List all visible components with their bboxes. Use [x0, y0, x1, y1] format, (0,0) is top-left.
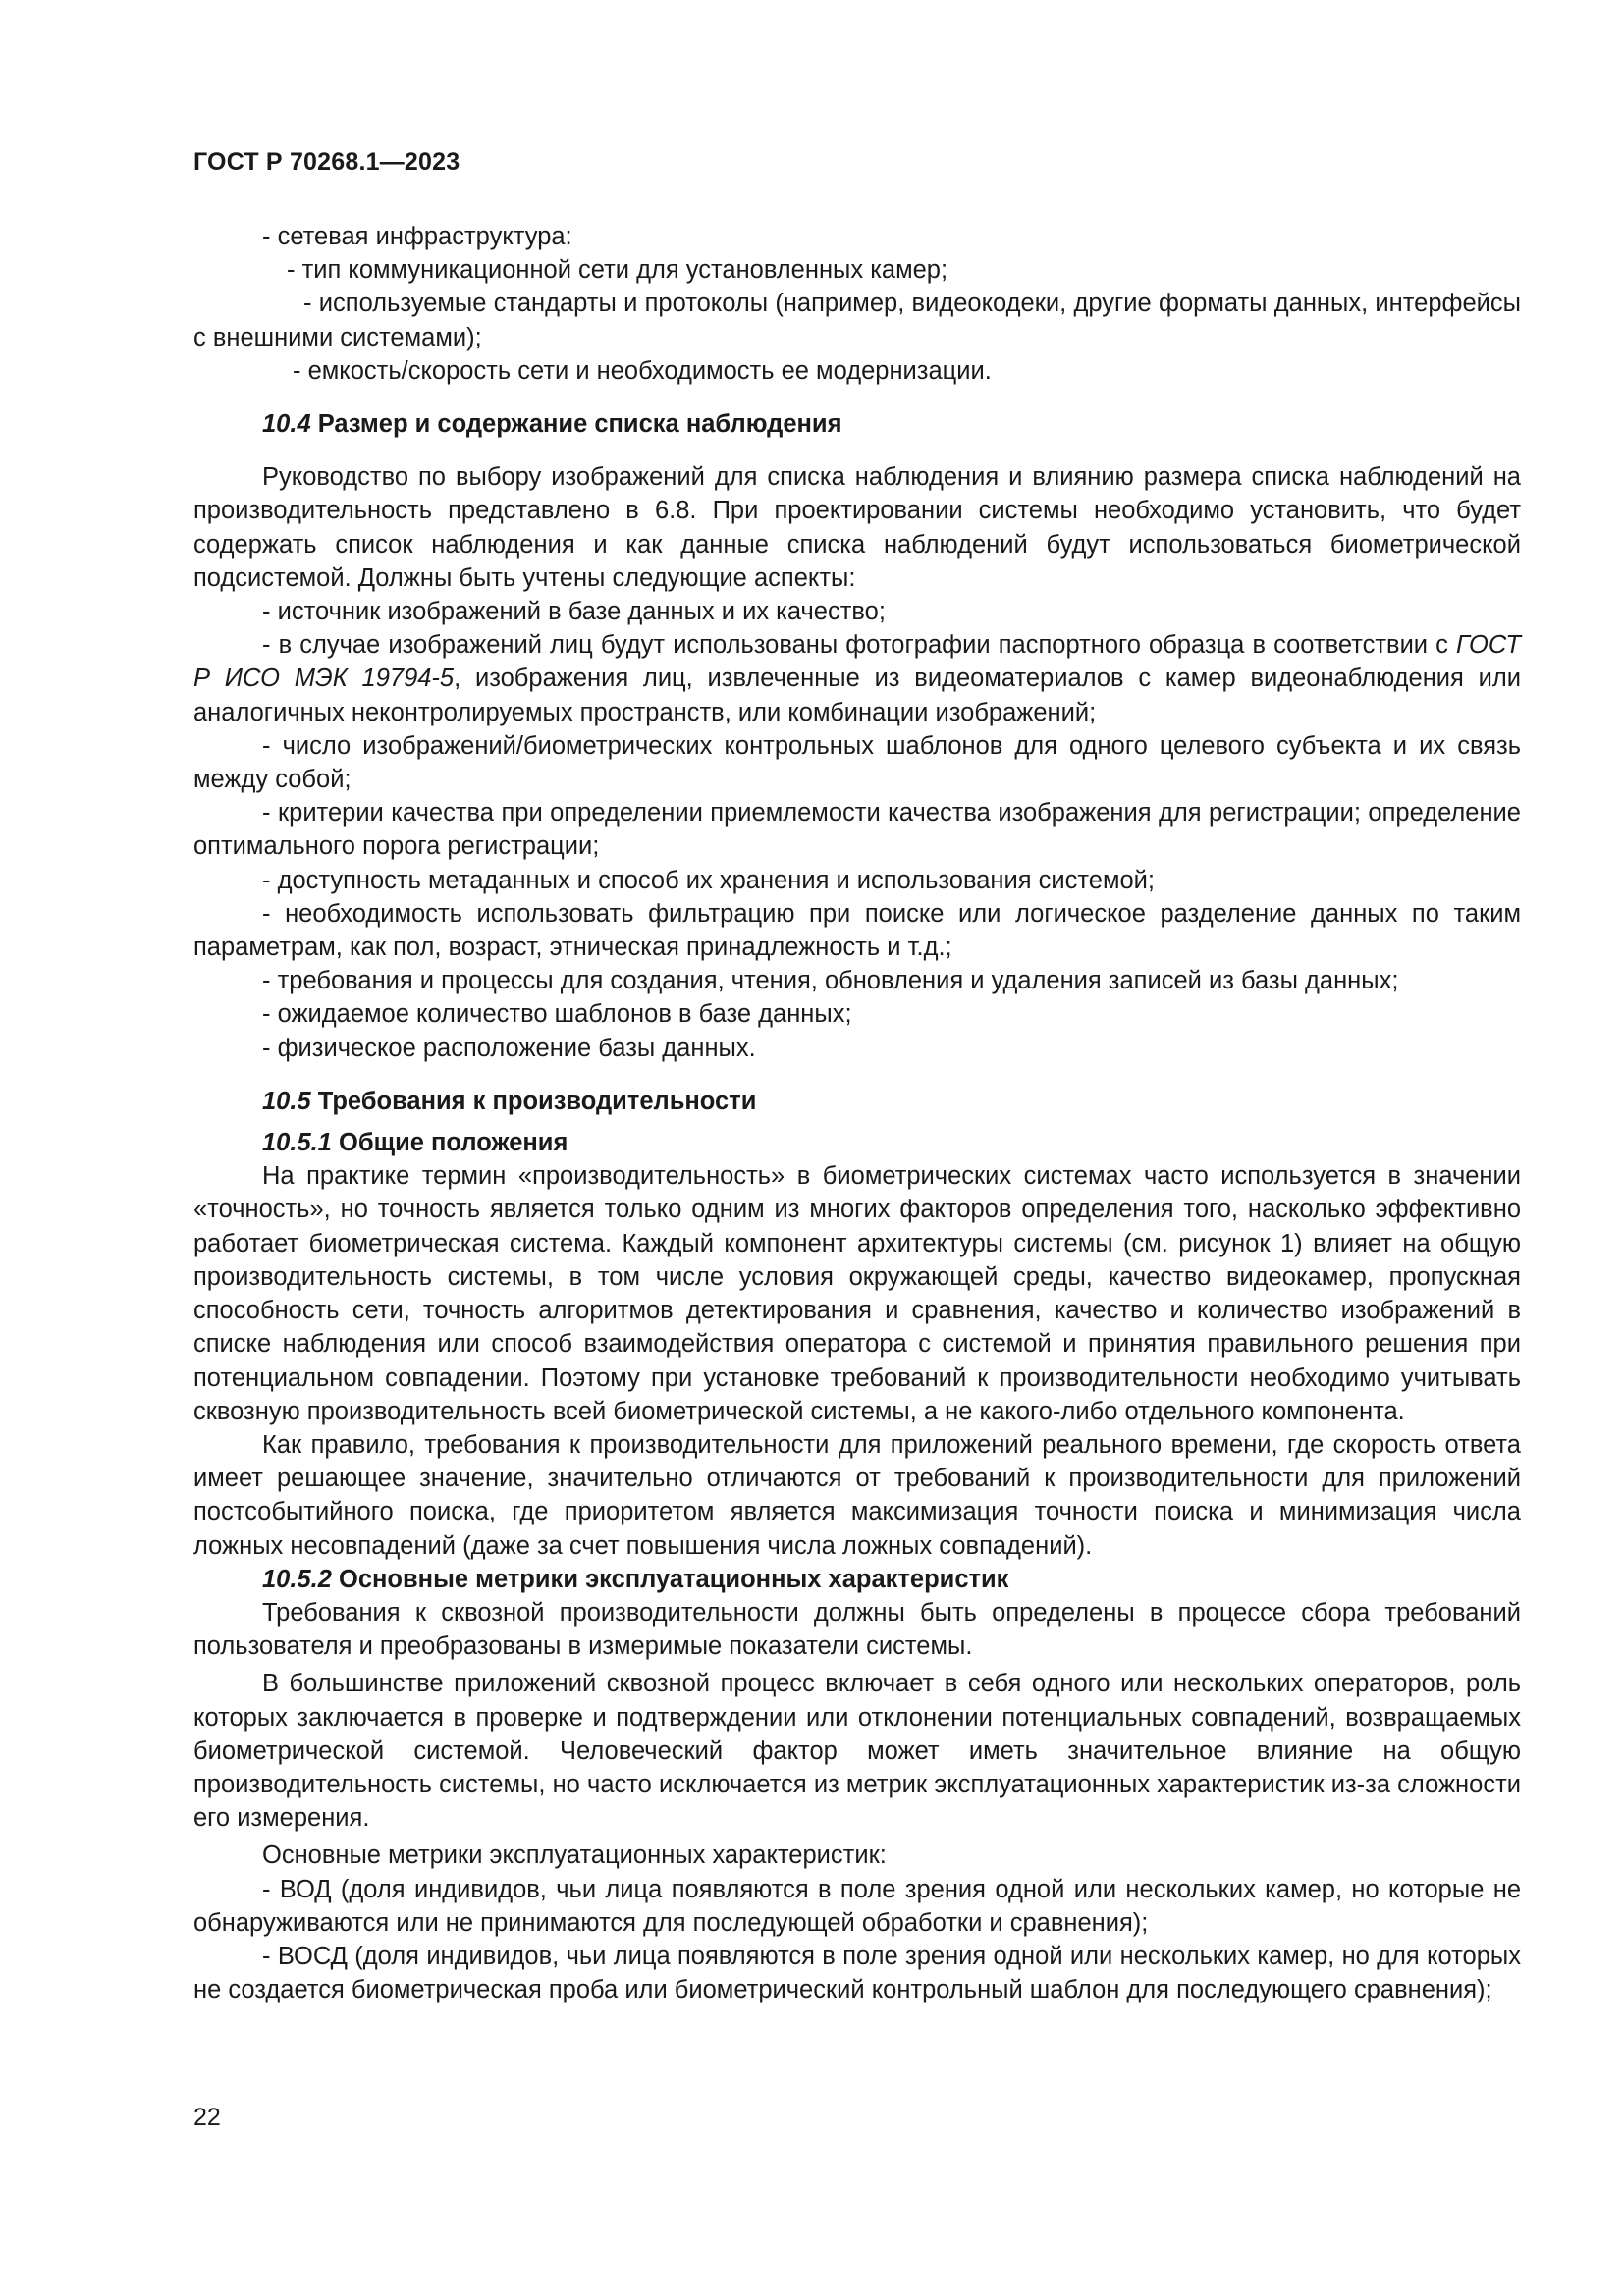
paragraph: На практике термин «производительность» в биометрических системах часто используется в значении «точность», но точность является только одним из многих факторов определения того, насколько эффективно работает биометрическая система. Каждый компонент архитектуры системы (см. рисунок 1) влияет на общую производительность системы, в том числе условия окружающей среды, качество видеокамер, пропускная способность сети, точность алгоритмов детектирования и сравнения, качество и количество изображений в списке наблюдения или способ взаимодействия оператора с системой и принятия правильного решения при потенциальном совпадении. Поэтому при установке требований к производительности необходимо учитывать сквозную производительность всей биометрической системы, а не какого-либо отдельного компонента. — [193, 1162, 1521, 1425]
list-item: - в случае изображений лиц будут использованы фотографии паспортного образца в соответствии с ГОСТ Р ИСО МЭК 19794-5, изображения лиц, извлеченные из видеоматериалов с камер видеонаблюдения или аналогичных неконтролируемых пространств, или комбинации изображений; — [193, 631, 1521, 726]
list-item: - число изображений/биометрических контрольных шаблонов для одного целевого субъекта и их связь между собой; — [193, 731, 1521, 794]
list-item: - тип коммуникационной сети для установленных камер; — [287, 256, 948, 285]
section-title: Основные метрики эксплуатационных характеристик — [331, 1565, 1009, 1593]
paragraph: Требования к сквозной производительности должны быть определены в процессе сбора требований пользователя и преобразованы в измеримые показатели системы. — [193, 1598, 1521, 1661]
list-item: - ВОСД (доля индивидов, чьи лица появляются в поле зрения одной или нескольких камер, но для которых не создается биометрическая проба или биометрический контрольный шаблон для последующего сравнения); — [193, 1942, 1521, 2004]
section-title: Размер и содержание списка наблюдения — [310, 410, 842, 439]
section-heading-10-5-2 — [193, 1563, 1521, 1596]
section-title: Общие положения — [331, 1129, 568, 1157]
section-heading-10-5-1 — [193, 1126, 1521, 1159]
list-item: - используемые стандарты и протоколы (например, видеокодеки, другие форматы данных, интерфейсы с внешними системами); — [193, 290, 1521, 351]
section-heading-10-4 — [193, 407, 1521, 441]
list-item: - ВОД (доля индивидов, чьи лица появляются в поле зрения одной или нескольких камер, но которые не обнаруживаются или не принимаются для последующей обработки и сравнения); — [193, 1875, 1521, 1937]
list-item: - критерии качества при определении приемлемости качества изображения для регистрации; определение оптимального порога регистрации; — [193, 799, 1521, 861]
paragraph: Основные метрики эксплуатационных характеристик: — [262, 1842, 887, 1870]
list-item: - емкость/скорость сети и необходимость ее модернизации. — [293, 356, 992, 385]
list-item: - необходимость использовать фильтрацию при поиске или логическое разделение данных по таким параметрам, как пол, возраст, этническая принадлежность и т.д.; — [193, 899, 1521, 962]
section-number: 10.5.1 — [262, 1129, 332, 1157]
list-item: - источник изображений в базе данных и их качество; — [262, 598, 886, 626]
list-item: - физическое расположение базы данных. — [262, 1034, 756, 1062]
standard-reference: ГОСТ Р ИСО МЭК 19794-5 — [193, 631, 1521, 693]
list-item: - требования и процессы для создания, чтения, обновления и удаления записей из базы данных; — [262, 967, 1399, 995]
section-number: 10.4 — [262, 410, 311, 439]
paragraph: В большинстве приложений сквозной процесс включает в себя одного или нескольких операторов, роль которых заключается в проверке и подтверждении или отклонении потенциальных совпадений, возвращаемых биометрической системой. Человеческий фактор может иметь значительное влияние на общую производительность системы, но часто исключается из метрик эксплуатационных характеристик из-за сложности его измерения. — [193, 1670, 1521, 1833]
section-number: 10.5 — [262, 1087, 311, 1115]
paragraph: Руководство по выбору изображений для списка наблюдения и влиянию размера списка наблюдений на производительность представлено в 6.8. При проектировании системы необходимо установить, что будет содержать список наблюдения и как данные списка наблюдений будут использоваться биометрической подсистемой. Должны быть учтены следующие аспекты: — [193, 463, 1521, 592]
section-heading-10-5 — [193, 1085, 1521, 1118]
list-item: - ожидаемое количество шаблонов в базе данных; — [262, 1000, 852, 1029]
page-content — [193, 220, 1521, 2006]
document-id-header: ГОСТ Р 70268.1—2023 — [193, 148, 460, 176]
page-number: 22 — [193, 2104, 221, 2131]
section-number: 10.5.2 — [262, 1565, 332, 1593]
list-item: - доступность метаданных и способ их хранения и использования системой; — [262, 866, 1155, 894]
section-title: Требования к производительности — [310, 1087, 757, 1115]
list-item: - сетевая инфраструктура: — [262, 223, 572, 250]
paragraph: Как правило, требования к производительности для приложений реального времени, где скорость ответа имеет решающее значение, значительно отличаются от требований к производительности для приложений постсобытийного поиска, где приоритетом является максимизация точности поиска и минимизация числа ложных несовпадений (даже за счет повышения числа ложных совпадений). — [193, 1430, 1521, 1560]
